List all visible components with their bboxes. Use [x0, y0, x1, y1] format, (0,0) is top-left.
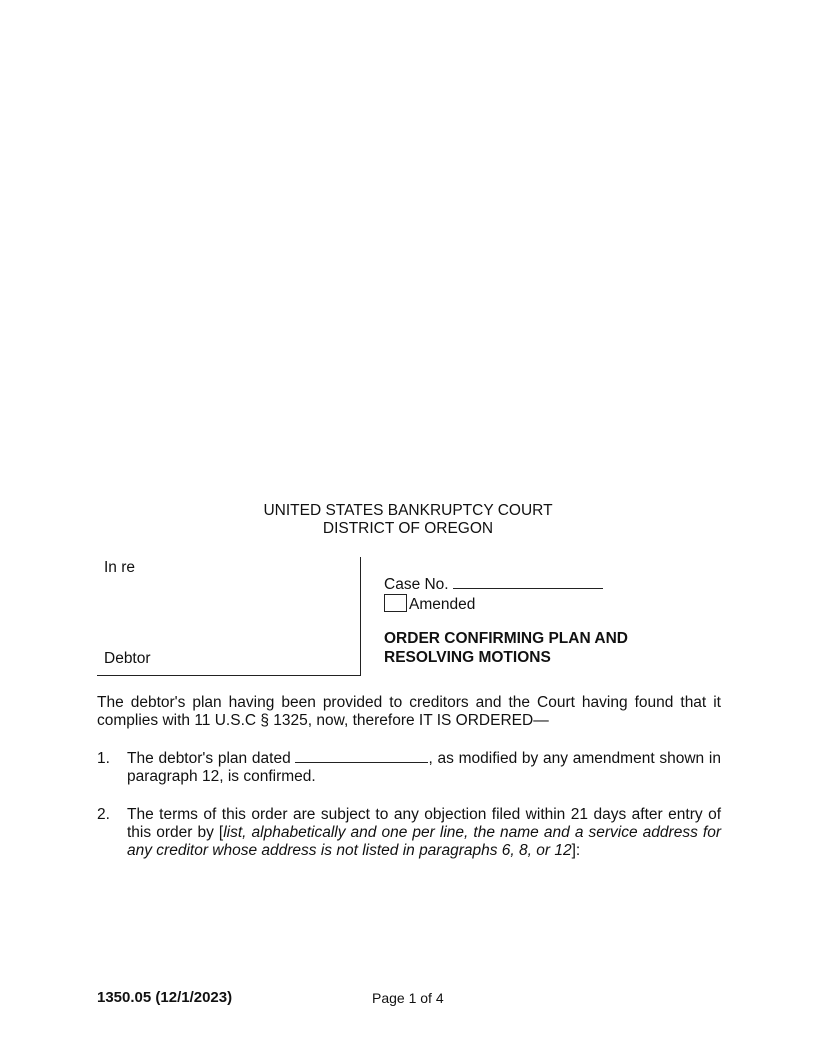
case-number-field[interactable] — [384, 576, 603, 594]
page-number: Page 1 of 4 — [372, 990, 444, 1006]
item-text: , as modified by any amendment shown in paragraph 12, is confirmed. — [127, 750, 721, 785]
intro-paragraph: The debtor's plan having been provided to creditors and the Court having found that it complies with 11 U.S.C § 1325, now, therefore IT IS ORDERED— — [97, 694, 721, 729]
item-number: 1. — [97, 750, 110, 767]
order-title-line2: RESOLVING MOTIONS — [384, 649, 551, 666]
order-title-line1: ORDER CONFIRMING PLAN AND — [384, 630, 628, 647]
list-item-2 — [97, 806, 721, 860]
form-number: 1350.05 (12/1/2023) — [97, 989, 233, 1006]
amended-checkbox[interactable] — [384, 594, 407, 612]
item-number: 2. — [97, 806, 110, 823]
item-text: The debtor's plan dated — [127, 750, 291, 767]
debtor-label: Debtor — [104, 650, 151, 667]
case-no-label: Case No. — [384, 576, 449, 593]
amended-label: Amended — [409, 596, 476, 613]
item-text: ]: — [571, 842, 581, 859]
in-re-label: In re — [104, 559, 136, 576]
item-text: The terms of this order are subject to any objection filed within 21 days after entry of this order by [ — [127, 806, 721, 841]
amended-checkbox-row[interactable] — [384, 594, 475, 614]
item-instruction: list, alphabetically and one per line, the name and a service address for any creditor whose address is not listed in paragraphs 6, 8, or 12 — [127, 824, 721, 859]
case-number-blank[interactable] — [453, 588, 603, 589]
district-name: DISTRICT OF OREGON — [322, 520, 494, 537]
court-name: UNITED STATES BANKRUPTCY COURT — [263, 502, 553, 519]
plan-date-blank[interactable] — [295, 762, 428, 763]
list-item-1 — [97, 750, 721, 786]
caption-debtor-box — [97, 557, 361, 676]
